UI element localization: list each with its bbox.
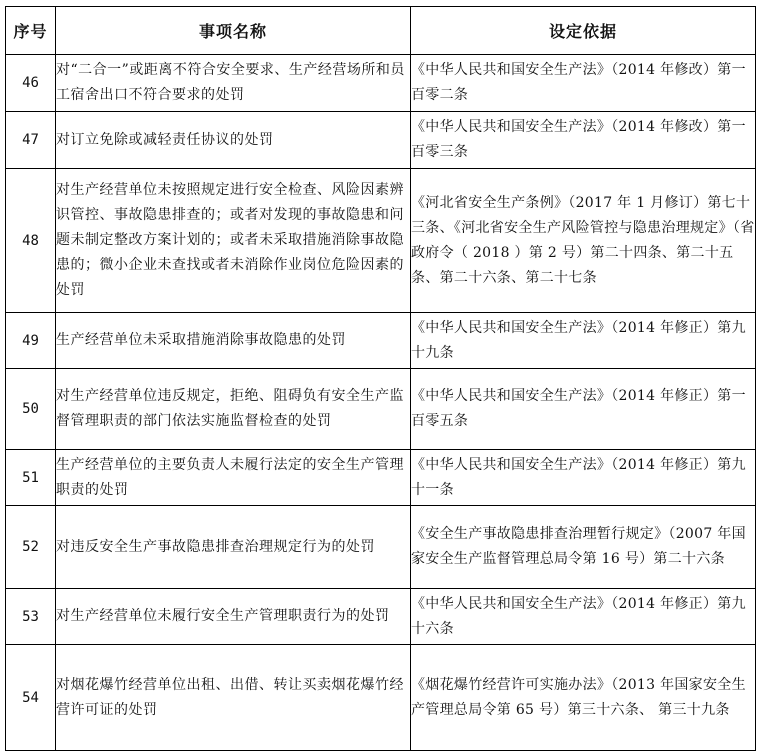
row-serial-number: 53: [6, 589, 56, 645]
item-name-text: 对订立免除或减轻责任协议的处罚: [56, 131, 274, 148]
legal-basis-text: 《安全生产事故隐患排查治理暂行规定》（2007 年国家安全生产监督管理总局令第 16 号）第二十六条: [411, 526, 746, 567]
row-item-name: [56, 589, 411, 645]
item-name-text: 对违反安全生产事故隐患排查治理规定行为的处罚: [56, 538, 375, 555]
row-item-name: [56, 645, 411, 751]
row-legal-basis: [411, 313, 756, 369]
row-legal-basis: [411, 589, 756, 645]
table-row: [6, 369, 756, 450]
item-name-text: 生产经营单位未采取措施消除事故隐患的处罚: [56, 332, 346, 348]
row-item-name: [56, 55, 411, 112]
legal-basis-text: 《烟花爆竹经营许可实施办法》（2013 年国家安全生产管理总局令第 65 号）第三十六条、 第三十九条: [411, 676, 746, 718]
row-item-name: [56, 112, 411, 169]
legal-basis-text: 《中华人民共和国安全生产法》（2014 年修正）第九十一条: [411, 456, 746, 498]
table-row: [6, 589, 756, 645]
row-legal-basis: [411, 645, 756, 751]
row-legal-basis: [411, 506, 756, 589]
header-serial-number: 序号: [6, 7, 56, 55]
item-name-text: 对生产经营单位未按照规定进行安全检查、风险因素辨识管控、事故隐患排查的；或者对发现的事故隐患和问题未制定整改方案计划的；或者未采取措施消除事故隐患的；微小企业未查找或者未消除作业岗位危险因素的处罚: [56, 182, 404, 298]
row-serial-number: 47: [6, 112, 56, 169]
row-legal-basis: [411, 369, 756, 450]
item-name-text: 对“二合一”或距离不符合安全要求、生产经营场所和员工宿舍出口不符合要求的处罚: [56, 62, 405, 103]
row-serial-number: 48: [6, 169, 56, 313]
table-row: [6, 169, 756, 313]
table-row: [6, 506, 756, 589]
header-item-name: 事项名称: [56, 7, 411, 55]
row-item-name: [56, 450, 411, 506]
legal-basis-text: 《中华人民共和国安全生产法》（2014 年修改）第一百零二条: [411, 62, 746, 103]
row-item-name: [56, 506, 411, 589]
legal-basis-text: 《中华人民共和国安全生产法》（2014 年修正）第一百零五条: [411, 388, 746, 429]
table-row: [6, 313, 756, 369]
row-serial-number: 50: [6, 369, 56, 450]
row-serial-number: 52: [6, 506, 56, 589]
row-legal-basis: [411, 169, 756, 313]
row-item-name: [56, 169, 411, 313]
legal-basis-text: 《河北省安全生产条例》（2017 年 1 月修订）第七十三条、《河北省安全生产风险管控与隐患治理规定》（省政府令（ 2018 ）第 2 号）第二十四条、第二十五条、第二十六条、第二十七条: [411, 194, 755, 286]
item-name-text: 对烟花爆竹经营单位出租、出借、转让买卖烟花爆竹经营许可证的处罚: [56, 676, 404, 718]
table-row: [6, 55, 756, 112]
legal-basis-text: 《中华人民共和国安全生产法》（2014 年修正）第九十六条: [411, 595, 746, 637]
row-serial-number: 49: [6, 313, 56, 369]
item-name-text: 对生产经营单位未履行安全生产管理职责行为的处罚: [56, 608, 390, 624]
row-legal-basis: [411, 450, 756, 506]
table-row: [6, 450, 756, 506]
header-legal-basis: 设定依据: [411, 7, 756, 55]
item-name-text: 生产经营单位的主要负责人未履行法定的安全生产管理职责的处罚: [56, 456, 404, 498]
row-item-name: [56, 369, 411, 450]
table-row: [6, 645, 756, 751]
row-legal-basis: [411, 112, 756, 169]
row-serial-number: 46: [6, 55, 56, 112]
penalty-items-table: [5, 6, 756, 751]
legal-basis-text: 《中华人民共和国安全生产法》（2014 年修改）第一百零三条: [411, 119, 746, 160]
row-serial-number: 51: [6, 450, 56, 506]
item-name-text: 对生产经营单位违反规定，拒绝、阻碍负有安全生产监督管理职责的部门依法实施监督检查的处罚: [56, 388, 404, 429]
row-item-name: [56, 313, 411, 369]
table-header-row: [6, 7, 756, 55]
row-legal-basis: [411, 55, 756, 112]
legal-basis-text: 《中华人民共和国安全生产法》（2014 年修正）第九十九条: [411, 319, 746, 361]
table-row: [6, 112, 756, 169]
row-serial-number: 54: [6, 645, 56, 751]
